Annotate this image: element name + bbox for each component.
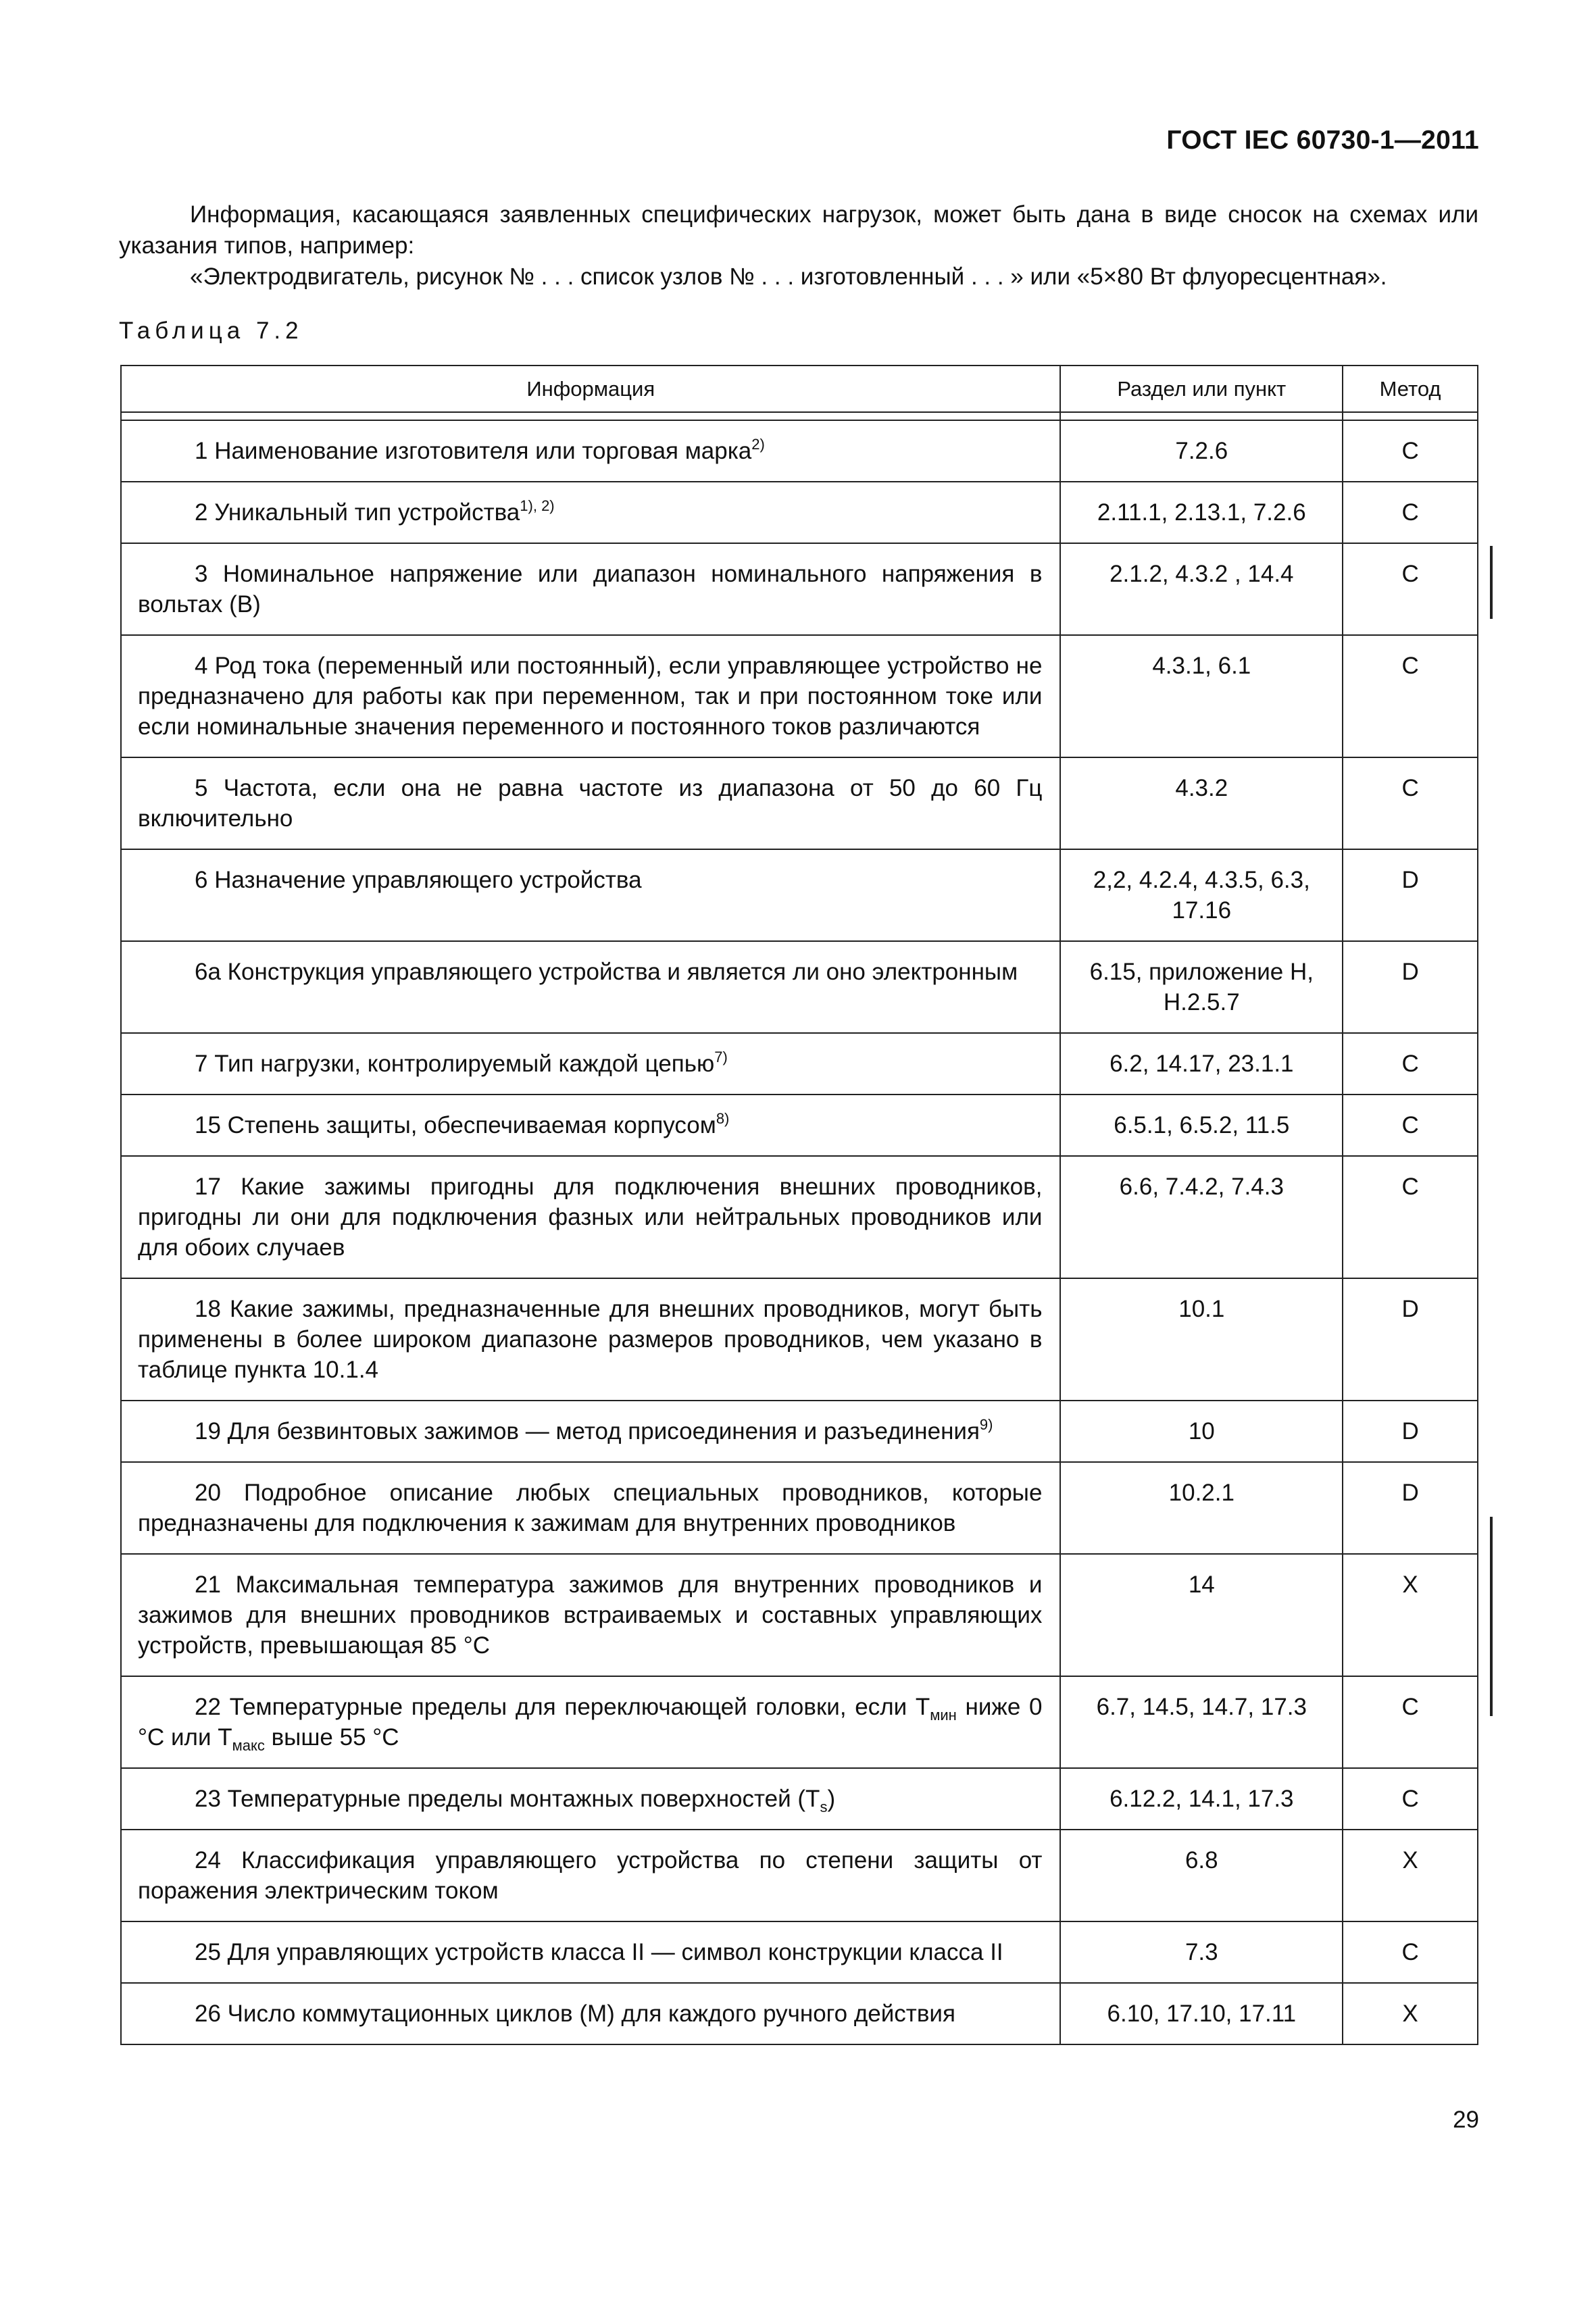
ref-cell: 6.10, 17.10, 17.11 <box>1060 1983 1343 2044</box>
method-cell: C <box>1343 1921 1478 1983</box>
ref-cell: 6.15, приложение Н, Н.2.5.7 <box>1060 941 1343 1033</box>
info-text-part: 18 Какие зажимы, предназначенные для внешних проводников, могут быть применены в более широком диапазоне размеров проводников, чем указано в таблице пункта 10.1.4 <box>138 1296 1043 1383</box>
info-text <box>138 1172 1042 1263</box>
info-text-part: 15 Степень защиты, обеспечиваемая корпусом <box>195 1112 716 1138</box>
info-cell <box>121 1033 1060 1095</box>
method-cell: C <box>1343 757 1478 849</box>
info-text-part: 4 Род тока (переменный или постоянный), если управляющее устройство не предназначено для работы как при переменном, так и при постоянном токе или если номинальные значения переменного и постоянного токов различаются <box>138 653 1043 740</box>
table-row <box>121 635 1478 757</box>
footnote-ref: 2) <box>751 436 765 453</box>
info-text <box>138 1049 1042 1079</box>
info-text <box>138 559 1042 620</box>
ref-cell: 10 <box>1060 1401 1343 1462</box>
info-text-part: 24 Классификация управляющего устройства по степени защиты от поражения электрическим током <box>138 1847 1043 1904</box>
method-cell: C <box>1343 1676 1478 1768</box>
info-text <box>138 1692 1042 1753</box>
table-row <box>121 1095 1478 1156</box>
info-cell <box>121 941 1060 1033</box>
info-cell <box>121 1830 1060 1921</box>
intro-paragraph: Информация, касающаяся заявленных специфических нагрузок, может быть дана в виде сносок на схемах или указания типов, например: <box>119 201 1478 259</box>
info-table <box>120 365 1478 2045</box>
header-method: Метод <box>1343 366 1478 412</box>
ref-cell: 7.3 <box>1060 1921 1343 1983</box>
footnote-ref: 9) <box>979 1416 993 1433</box>
info-text <box>138 865 1042 895</box>
change-bar <box>1490 1517 1493 1716</box>
info-cell <box>121 1278 1060 1401</box>
info-text-part: 7 Тип нагрузки, контролируемый каждой цепью <box>195 1051 715 1077</box>
ref-cell: 6.5.1, 6.5.2, 11.5 <box>1060 1095 1343 1156</box>
info-text-part: 3 Номинальное напряжение или диапазон номинального напряжения в вольтах (В) <box>138 561 1043 618</box>
info-text <box>138 497 1042 528</box>
method-cell: C <box>1343 1033 1478 1095</box>
info-cell <box>121 1401 1060 1462</box>
info-cell <box>121 543 1060 635</box>
info-text <box>138 1569 1042 1661</box>
table-row <box>121 1921 1478 1983</box>
info-text <box>138 1416 1042 1447</box>
info-text <box>138 1998 1042 2029</box>
table-row <box>121 1156 1478 1278</box>
info-text-part: 6 Назначение управляющего устройства <box>195 867 642 893</box>
table-row <box>121 1462 1478 1554</box>
info-text <box>138 436 1042 466</box>
ref-cell: 2,2, 4.2.4, 4.3.5, 6.3, 17.16 <box>1060 849 1343 941</box>
table-row <box>121 941 1478 1033</box>
ref-cell: 6.2, 14.17, 23.1.1 <box>1060 1033 1343 1095</box>
table-row <box>121 1676 1478 1768</box>
info-text <box>138 651 1042 742</box>
info-text-part: 6а Конструкция управляющего устройства и является ли оно электронным <box>195 959 1018 985</box>
info-text <box>138 1478 1042 1538</box>
method-cell: X <box>1343 1983 1478 2044</box>
info-text-part: 22 Температурные пределы для переключающей головки, если Т <box>195 1694 930 1720</box>
method-cell: C <box>1343 1768 1478 1830</box>
footnote-ref: 7) <box>714 1049 728 1065</box>
table-row <box>121 482 1478 543</box>
ref-cell: 6.12.2, 14.1, 17.3 <box>1060 1768 1343 1830</box>
info-text-part: 21 Максимальная температура зажимов для внутренних проводников и зажимов для внешних проводников встраиваемых и составных управляющих устройств, превышающая 85 °С <box>138 1571 1043 1659</box>
footnote-ref: 8) <box>716 1110 730 1127</box>
method-cell: C <box>1343 543 1478 635</box>
info-text-part: 20 Подробное описание любых специальных проводников, которые предназначены для подключения к зажимам для внутренних проводников <box>138 1480 1043 1536</box>
ref-cell: 10.1 <box>1060 1278 1343 1401</box>
ref-cell: 2.1.2, 4.3.2 , 14.4 <box>1060 543 1343 635</box>
info-text <box>138 1784 1042 1814</box>
table-row <box>121 1554 1478 1676</box>
info-cell <box>121 1768 1060 1830</box>
method-cell: X <box>1343 1554 1478 1676</box>
info-cell <box>121 1095 1060 1156</box>
change-bar <box>1490 546 1493 619</box>
info-cell <box>121 757 1060 849</box>
info-cell <box>121 482 1060 543</box>
table-row <box>121 1033 1478 1095</box>
document-header: ГОСТ IEC 60730-1—2011 <box>1166 126 1479 155</box>
table-row <box>121 543 1478 635</box>
ref-cell: 6.7, 14.5, 14.7, 17.3 <box>1060 1676 1343 1768</box>
header-info: Информация <box>121 366 1060 412</box>
header-gap-row <box>121 412 1478 420</box>
info-cell <box>121 1676 1060 1768</box>
info-text-part: выше 55 °С <box>264 1724 399 1751</box>
subscript: макс <box>232 1737 265 1754</box>
method-cell: D <box>1343 1462 1478 1554</box>
ref-cell: 14 <box>1060 1554 1343 1676</box>
method-cell: D <box>1343 941 1478 1033</box>
info-text-part: 2 Уникальный тип устройства <box>195 499 520 526</box>
info-cell <box>121 1156 1060 1278</box>
info-text <box>138 957 1042 987</box>
info-text <box>138 1294 1042 1385</box>
method-cell: C <box>1343 635 1478 757</box>
info-cell <box>121 420 1060 482</box>
info-text-part: ) <box>827 1786 836 1812</box>
method-cell: X <box>1343 1830 1478 1921</box>
method-cell: D <box>1343 1278 1478 1401</box>
info-text-part: 25 Для управляющих устройств класса II — символ конструкции класса II <box>195 1939 1003 1965</box>
info-text-part: 5 Частота, если она не равна частоте из диапазона от 50 до 60 Гц включительно <box>138 775 1043 832</box>
table-caption: Таблица 7.2 <box>119 318 303 344</box>
info-cell <box>121 1921 1060 1983</box>
method-cell: D <box>1343 1401 1478 1462</box>
table-row <box>121 1983 1478 2044</box>
subscript: мин <box>930 1707 957 1724</box>
method-cell: C <box>1343 482 1478 543</box>
ref-cell: 10.2.1 <box>1060 1462 1343 1554</box>
info-cell <box>121 1462 1060 1554</box>
info-text-part: 23 Температурные пределы монтажных поверхностей (Т <box>195 1786 820 1812</box>
info-text-part: 17 Какие зажимы пригодны для подключения внешних проводников, пригодны ли они для подключения фазных или нейтральных проводников или для обоих случаев <box>138 1174 1043 1261</box>
info-text <box>138 1937 1042 1967</box>
ref-cell: 6.6, 7.4.2, 7.4.3 <box>1060 1156 1343 1278</box>
table-row <box>121 1278 1478 1401</box>
table-row <box>121 1768 1478 1830</box>
table-row <box>121 1401 1478 1462</box>
info-text-part: 19 Для безвинтовых зажимов — метод присоединения и разъединения <box>195 1418 980 1444</box>
info-cell <box>121 635 1060 757</box>
method-cell: C <box>1343 1156 1478 1278</box>
ref-cell: 4.3.2 <box>1060 757 1343 849</box>
info-cell <box>121 1554 1060 1676</box>
info-text <box>138 773 1042 834</box>
footnote-ref: 1), 2) <box>520 497 555 514</box>
method-cell: D <box>1343 849 1478 941</box>
ref-cell: 6.8 <box>1060 1830 1343 1921</box>
header-ref: Раздел или пункт <box>1060 366 1343 412</box>
intro-text <box>119 199 1478 293</box>
method-cell: C <box>1343 420 1478 482</box>
ref-cell: 4.3.1, 6.1 <box>1060 635 1343 757</box>
info-cell <box>121 849 1060 941</box>
info-text-part: ниже 0 °С или Т <box>138 1694 1043 1751</box>
table-row <box>121 757 1478 849</box>
subscript: s <box>820 1799 828 1815</box>
page-number: 29 <box>1453 2107 1479 2133</box>
ref-cell: 2.11.1, 2.13.1, 7.2.6 <box>1060 482 1343 543</box>
info-text-part: 1 Наименование изготовителя или торговая марка <box>195 438 752 464</box>
info-text <box>138 1845 1042 1906</box>
table-header-row <box>121 366 1478 412</box>
method-cell: C <box>1343 1095 1478 1156</box>
intro-example: «Электродвигатель, рисунок № . . . список узлов № . . . изготовленный . . . » или «5×80 Вт флуоресцентная». <box>190 263 1387 290</box>
info-text-part: 26 Число коммутационных циклов (М) для каждого ручного действия <box>195 2001 955 2027</box>
info-cell <box>121 1983 1060 2044</box>
info-text <box>138 1110 1042 1140</box>
table-row <box>121 420 1478 482</box>
table-row <box>121 1830 1478 1921</box>
ref-cell: 7.2.6 <box>1060 420 1343 482</box>
table-row <box>121 849 1478 941</box>
